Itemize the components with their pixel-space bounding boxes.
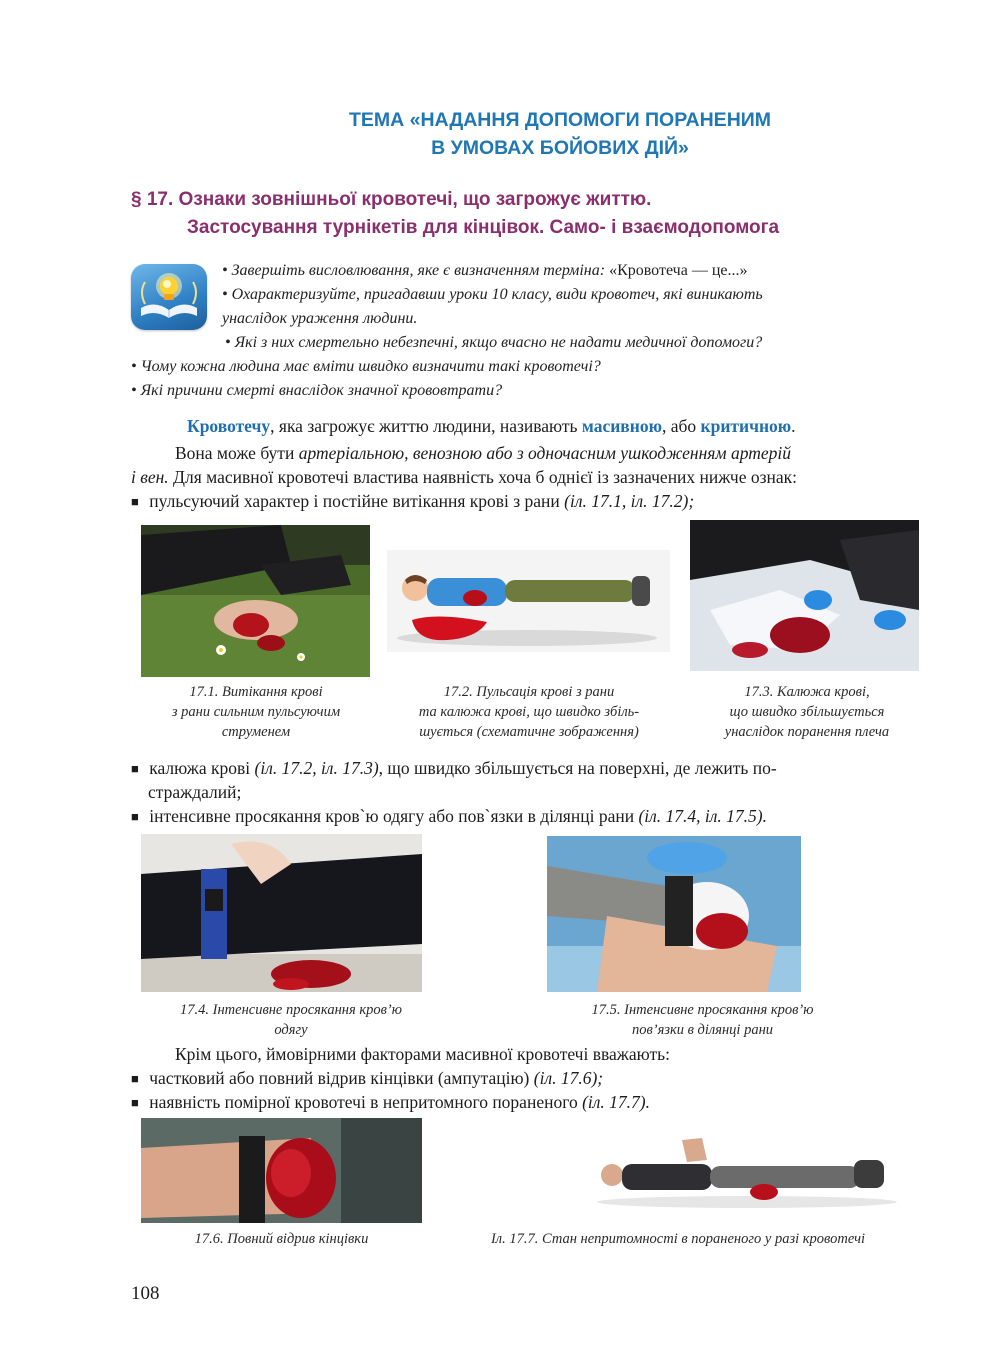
intro-line-3 bbox=[131, 467, 797, 488]
factor-1-ref: (іл. 17.6); bbox=[533, 1068, 604, 1088]
factors-intro: Крім цього, ймовірними факторами масивної кровотечі вважають: bbox=[175, 1044, 670, 1064]
question-4: • Чому кожна людина має вміти швидко визначити такі кровотечі? bbox=[131, 358, 601, 375]
factor-1-text: частковий або повний відрив кінцівки (ампутацію) bbox=[149, 1068, 534, 1088]
sign-1-text: пульсуючий характер і постійне витікання крові з рани bbox=[149, 491, 565, 511]
figure-17-2-caption-line: та калюжа крові, що швидко збіль- bbox=[418, 704, 640, 720]
figure-17-1-caption bbox=[131, 682, 381, 742]
factor-2-ref: (іл. 17.7). bbox=[582, 1092, 650, 1112]
figure-17-2-caption bbox=[383, 682, 675, 742]
definition-line bbox=[187, 416, 796, 437]
question-3: • Які з них смертельно небезпечні, якщо вчасно не надати медичної допомоги? bbox=[225, 334, 763, 351]
intro-line-2-italic: артеріальною, венозною або з одночасним ушкодженням артерій bbox=[298, 443, 791, 463]
sign-2 bbox=[131, 758, 777, 779]
definition-text-1: , яка загрожує життю людини, називають bbox=[270, 416, 582, 436]
section-title-line-2: Застосування турнікетів для кінцівок. Само- і взаємодопомога bbox=[187, 217, 780, 238]
topic-line-2: В УМОВАХ БОЙОВИХ ДІЙ» bbox=[431, 137, 689, 159]
sign-2-rest: , що швидко збільшується на поверхні, де лежить по- bbox=[378, 758, 777, 778]
figure-17-1-caption-line: струменем bbox=[221, 724, 291, 740]
figure-17-6-caption: 17.6. Повний відрив кінцівки bbox=[194, 1231, 369, 1247]
figure-17-6-photo bbox=[141, 1118, 422, 1223]
question-1 bbox=[222, 262, 747, 280]
factor-1 bbox=[131, 1068, 603, 1089]
topic-heading bbox=[250, 106, 870, 162]
term-critical: критичною bbox=[700, 416, 792, 436]
definition-text-3: . bbox=[791, 416, 796, 436]
figure-17-4-photo bbox=[141, 834, 422, 992]
figure-17-2-caption-line: шується (схематичне зображення) bbox=[419, 724, 639, 740]
sign-3-text: інтенсивне просякання кров`ю одягу або пов`язки в ділянці рани bbox=[149, 806, 639, 826]
factor-2 bbox=[131, 1092, 650, 1113]
definition-text-2: , або bbox=[661, 416, 701, 436]
figure-17-2-illustration bbox=[387, 550, 670, 652]
figure-17-1-caption-line: 17.1. Витікання крові bbox=[189, 684, 323, 700]
figure-17-5-photo bbox=[547, 836, 801, 992]
page-number: 108 bbox=[131, 1283, 160, 1304]
sign-3 bbox=[131, 806, 767, 827]
figure-17-3-caption-line: 17.3. Калюжа крові, bbox=[744, 684, 870, 700]
lightbulb-book-icon bbox=[131, 264, 207, 330]
sign-2-ref: (іл. 17.2, іл. 17.3) bbox=[254, 758, 379, 778]
section-title-line-1: § 17. Ознаки зовнішньої кровотечі, що загрожує життю. bbox=[131, 189, 652, 210]
factor-2-text: наявність помірної кровотечі в непритомного пораненого bbox=[149, 1092, 583, 1112]
topic-line-1: ТЕМА «НАДАННЯ ДОПОМОГИ ПОРАНЕНИМ bbox=[348, 109, 772, 131]
figure-17-5-caption-line: пов’язки в ділянці рани bbox=[631, 1022, 774, 1038]
term-bleeding: Кровотечу bbox=[187, 416, 271, 436]
question-5: • Які причини смерті внаслідок значної крововтрати? bbox=[131, 382, 503, 399]
question-2-line-2: унаслідок ураження людини. bbox=[222, 310, 418, 327]
figure-17-4-caption bbox=[131, 1000, 451, 1040]
question-2-line-1: • Охарактеризуйте, пригадавши уроки 10 класу, види кровотеч, які виникають bbox=[222, 286, 763, 303]
term-massive: масивною bbox=[581, 416, 662, 436]
figure-17-3-caption-line: що швидко збільшується bbox=[729, 704, 885, 720]
sign-1 bbox=[131, 491, 694, 512]
intro-line-3-rest: Для масивної кровотечі властива наявність хоча б однієї із зазначених нижче ознак: bbox=[168, 467, 798, 487]
sign-2-continuation: страждалий; bbox=[148, 782, 242, 802]
figure-17-4-caption-line: одягу bbox=[274, 1022, 308, 1038]
figure-17-3-caption-line: унаслідок поранення плеча bbox=[724, 724, 890, 740]
sign-1-ref: (іл. 17.1, іл. 17.2); bbox=[564, 491, 695, 511]
figure-17-2-caption-line: 17.2. Пульсація крові з рани bbox=[443, 684, 615, 700]
figure-17-1-caption-line: з рани сильним пульсуючим bbox=[171, 704, 341, 720]
figure-17-1-photo bbox=[141, 525, 370, 677]
question-1-text: • Завершіть висловлювання, яке є визначенням терміна: bbox=[222, 262, 606, 279]
intro-line-2 bbox=[175, 443, 791, 464]
intro-line-2-start: Вона може бути bbox=[175, 443, 299, 463]
figure-17-4-caption-line: 17.4. Інтенсивне просякання кров’ю bbox=[180, 1002, 402, 1018]
figure-17-3-caption bbox=[688, 682, 926, 742]
figure-17-5-caption bbox=[540, 1000, 865, 1040]
figure-17-5-caption-line: 17.5. Інтенсивне просякання кров’ю bbox=[591, 1002, 814, 1018]
figure-17-7-caption: Іл. 17.7. Стан непритомності в пораненого у разі кровотечі bbox=[490, 1231, 866, 1247]
sign-3-ref: (іл. 17.4, іл. 17.5). bbox=[638, 806, 767, 826]
intro-line-3-italic: і вен. bbox=[131, 467, 169, 487]
figure-17-3-photo bbox=[690, 520, 919, 671]
figure-17-7-illustration bbox=[592, 1130, 902, 1210]
question-1-quote: «Кровотеча — це...» bbox=[605, 262, 748, 279]
sign-2-text: калюжа крові bbox=[149, 758, 255, 778]
